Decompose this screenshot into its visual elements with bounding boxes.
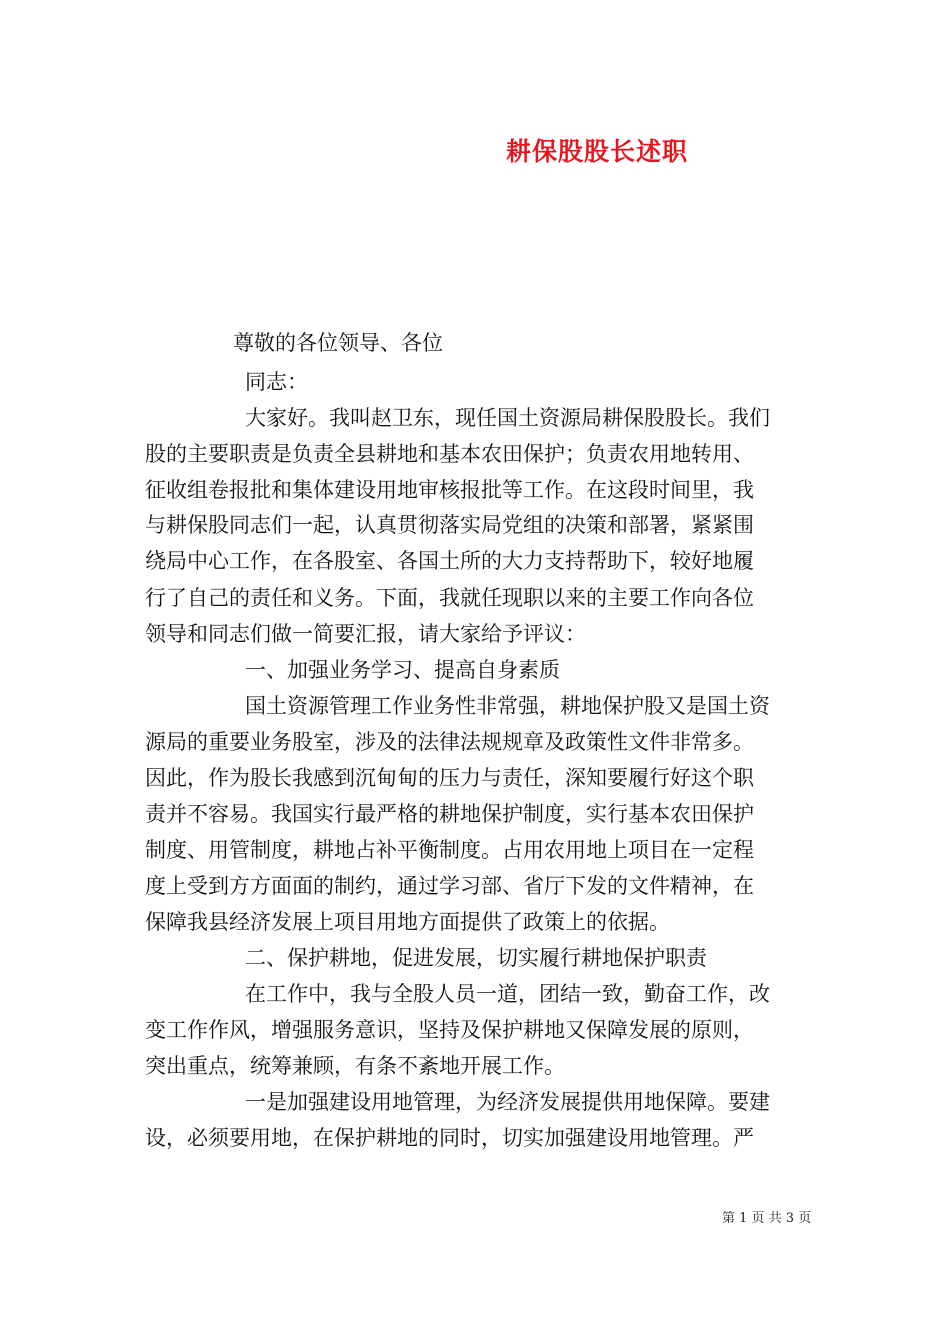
paragraph-2-line-1: 国土资源管理工作业务性非常强，耕地保护股又是国土资: [245, 694, 770, 718]
paragraph-2-line-7: 保障我县经济发展上项目用地方面提供了政策上的依据。: [145, 910, 670, 934]
paragraph-3-line-3: 突出重点，统筹兼顾，有条不紊地开展工作。: [145, 1054, 565, 1078]
paragraph-4-line-1: 一是加强建设用地管理，为经济发展提供用地保障。要建: [245, 1090, 770, 1114]
paragraph-2-line-5: 制度、用管制度，耕地占补平衡制度。占用农用地上项目在一定程: [145, 838, 754, 862]
paragraph-1-line-5: 绕局中心工作，在各股室、各国土所的大力支持帮助下，较好地履: [145, 549, 754, 573]
paragraph-1-line-6: 行了自己的责任和义务。下面，我就任现职以来的主要工作向各位: [145, 586, 754, 610]
paragraph-2-line-3: 因此，作为股长我感到沉甸甸的压力与责任，深知要履行好这个职: [145, 766, 754, 790]
paragraph-2-line-2: 源局的重要业务股室，涉及的法律法规规章及政策性文件非常多。: [145, 730, 754, 754]
page-title: 耕保股股长述职: [506, 137, 689, 166]
salutation-line-2: 同志：: [245, 370, 308, 394]
paragraph-3-line-2: 变工作作风，增强服务意识，坚持及保护耕地又保障发展的原则，: [145, 1018, 754, 1042]
paragraph-4-line-2: 设，必须要用地，在保护耕地的同时，切实加强建设用地管理。严: [145, 1126, 754, 1150]
paragraph-1-line-2: 股的主要职责是负责全县耕地和基本农田保护；负责农用地转用、: [145, 442, 754, 466]
paragraph-2-line-4: 责并不容易。我国实行最严格的耕地保护制度，实行基本农田保护: [145, 802, 754, 826]
section-heading-1: 一、加强业务学习、提高自身素质: [245, 658, 560, 682]
paragraph-1-line-1: 大家好。我叫赵卫东，现任国土资源局耕保股股长。我们: [245, 406, 770, 430]
paragraph-2-line-6: 度上受到方方面面的制约，通过学习部、省厅下发的文件精神，在: [145, 874, 754, 898]
paragraph-1-line-3: 征收组卷报批和集体建设用地审核报批等工作。在这段时间里，我: [145, 478, 754, 502]
page-number-footer: 第 1 页 共 3 页: [722, 1211, 812, 1226]
paragraph-3-line-1: 在工作中，我与全股人员一道，团结一致，勤奋工作，改: [245, 982, 770, 1006]
paragraph-1-line-4: 与耕保股同志们一起，认真贯彻落实局党组的决策和部署，紧紧围: [145, 513, 754, 537]
section-heading-2: 二、保护耕地，促进发展，切实履行耕地保护职责: [245, 946, 707, 970]
paragraph-1-line-7: 领导和同志们做一简要汇报，请大家给予评议：: [145, 622, 586, 646]
salutation-line-1: 尊敬的各位领导、各位: [233, 331, 443, 355]
